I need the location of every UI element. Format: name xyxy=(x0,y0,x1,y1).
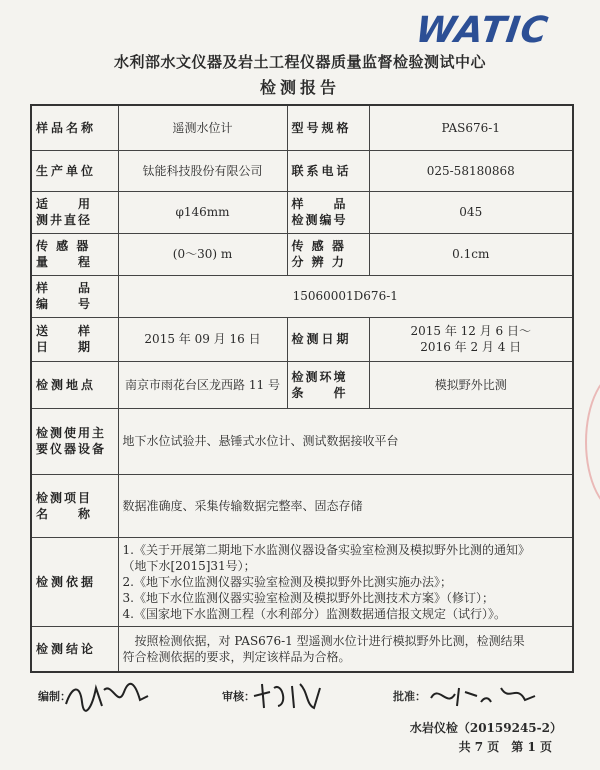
range-label xyxy=(31,233,118,275)
items-label-2: 名 称 xyxy=(36,506,93,521)
sample-name-label: 样品名称 xyxy=(31,105,118,150)
resolution-label-1: 传 感 器 xyxy=(291,239,346,253)
basis-line-1: 1.《关于开展第二期地下水监测仪器设备实验室检测及模拟野外比测的通知》 xyxy=(122,542,530,557)
table-row xyxy=(31,150,573,191)
basis-line-3: 2.《地下水位监测仪器实验室检测及模拟野外比测实施办法》； xyxy=(122,574,452,589)
sample-no-label-1: 样 品 xyxy=(291,197,348,211)
sample-code-label-2: 编 号 xyxy=(36,297,93,311)
range-value: (0～30) m xyxy=(118,233,287,275)
instruments-label-2: 要仪器设备 xyxy=(36,442,107,456)
sample-code-label xyxy=(31,275,118,317)
model-label: 型号规格 xyxy=(287,105,369,150)
location-label: 检测地点 xyxy=(31,361,118,408)
table-row xyxy=(31,626,573,672)
environment-label-2: 条 件 xyxy=(291,385,348,400)
sample-name-value: 遥测水位计 xyxy=(118,105,287,150)
environment-label-1: 检测环境 xyxy=(291,369,348,384)
table-row xyxy=(31,361,573,408)
report-table xyxy=(30,104,574,673)
instruments-label-1: 检测使用主 xyxy=(36,426,107,440)
basis-value xyxy=(118,537,573,626)
well-diameter-label-2: 测井直径 xyxy=(36,213,93,227)
sample-no-label-2: 检测编号 xyxy=(291,213,348,227)
resolution-value: 0.1cm xyxy=(369,233,573,275)
sample-code-value: 15060001D676-1 xyxy=(118,275,573,317)
phone-label: 联系电话 xyxy=(287,150,369,191)
delivery-date-label xyxy=(31,317,118,361)
page-count: 共 7 页 第 1 页 xyxy=(458,740,552,754)
well-diameter-value: φ146mm xyxy=(118,191,287,233)
items-label-1: 检测项目 xyxy=(36,490,93,505)
table-row xyxy=(31,233,573,275)
report-title: 检测报告 xyxy=(259,78,340,97)
items-label xyxy=(31,474,118,537)
watic-logo: WATIC xyxy=(412,10,551,51)
delivery-date-label-2: 日 期 xyxy=(36,340,93,354)
resolution-label xyxy=(287,233,369,275)
well-diameter-label xyxy=(31,191,118,233)
range-label-2: 量 程 xyxy=(36,255,93,269)
table-row xyxy=(31,105,573,150)
report-number: 水岩仪检（20159245-2） xyxy=(409,721,562,735)
environment-label xyxy=(287,361,369,408)
model-value: PAS676-1 xyxy=(369,105,573,150)
delivery-date-value: 2015 年 09 月 16 日 xyxy=(118,317,287,361)
manufacturer-label: 生产单位 xyxy=(31,150,118,191)
table-row xyxy=(31,275,573,317)
conclusion-line-1: 按照检测依据，对 PAS676-1 型遥测水位计进行模拟野外比测，检测结果 xyxy=(134,633,525,648)
compiler-label: 编制： xyxy=(38,690,71,703)
conclusion-value xyxy=(118,626,573,672)
test-date-end: 2016 年 2 月 4 日 xyxy=(420,340,522,354)
table-row xyxy=(31,408,573,474)
range-label-1: 传 感 器 xyxy=(36,239,91,253)
approver-label: 批准： xyxy=(393,690,426,703)
table-row xyxy=(31,191,573,233)
instruments-value: 地下水位试验井、悬锤式水位计、测试数据接收平台 xyxy=(118,408,573,474)
location-value: 南京市雨花台区龙西路 11 号 xyxy=(118,361,287,408)
items-value: 数据准确度、采集传输数据完整率、固态存储 xyxy=(118,474,573,537)
reviewer-label: 审核： xyxy=(222,690,255,703)
test-date-value xyxy=(369,317,573,361)
sample-no-label xyxy=(287,191,369,233)
table-row xyxy=(31,317,573,361)
delivery-date-label-1: 送 样 xyxy=(36,324,93,338)
test-date-start: 2015 年 12 月 6 日～ xyxy=(410,324,532,338)
manufacturer-value: 钛能科技股份有限公司 xyxy=(118,150,287,191)
environment-value: 模拟野外比测 xyxy=(369,361,573,408)
sample-no-value: 045 xyxy=(369,191,573,233)
sample-code-label-1: 样 品 xyxy=(36,281,93,295)
reviewer-signature xyxy=(248,678,328,714)
red-seal-stamp xyxy=(585,370,600,514)
table-row xyxy=(31,474,573,537)
phone-value: 025-58180868 xyxy=(369,150,573,191)
basis-label: 检测依据 xyxy=(31,537,118,626)
organization-name: 水利部水文仪器及岩土工程仪器质量监督检验测试中心 xyxy=(113,53,486,71)
basis-line-4: 3.《地下水位监测仪器实验室检测及模拟野外比测技术方案》（修订）； xyxy=(122,590,494,605)
table-row xyxy=(31,537,573,626)
test-date-label: 检测日期 xyxy=(287,317,369,361)
signature-row xyxy=(30,686,572,716)
conclusion-line-2: 符合检测依据的要求，判定该样品为合格。 xyxy=(122,649,351,664)
compiler-signature xyxy=(62,678,152,714)
conclusion-label: 检测结论 xyxy=(31,626,118,672)
basis-line-5: 4.《国家地下水监测工程（水利部分）监测数据通信报文规定（试行）》。 xyxy=(122,606,506,621)
instruments-label xyxy=(31,408,118,474)
approver-signature xyxy=(425,678,545,714)
basis-line-2: （地下水[2015]31号）； xyxy=(122,558,256,573)
well-diameter-label-1: 适 用 xyxy=(36,197,93,211)
resolution-label-2: 分 辨 力 xyxy=(291,255,346,269)
